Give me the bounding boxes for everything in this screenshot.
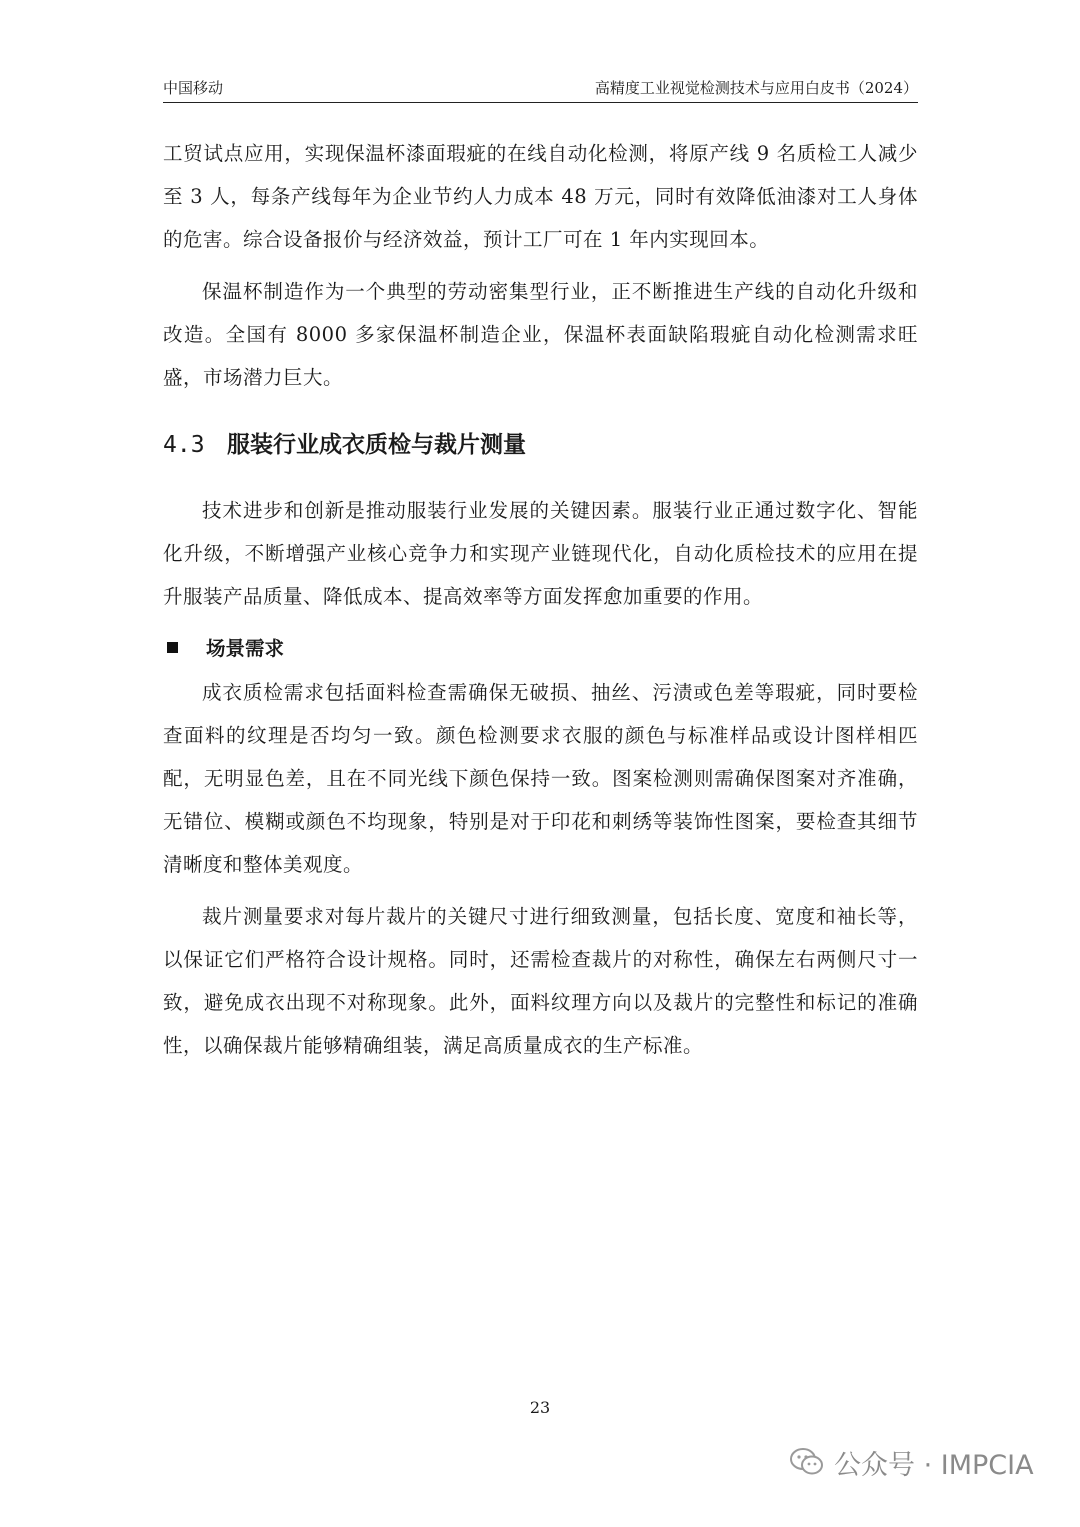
paragraph: 成衣质检需求包括面料检查需确保无破损、抽丝、污渍或色差等瑕疵，同时要检查面料的纹理是否均匀一致。颜色检测要求衣服的颜色与标准样品或设计图样相匹配，无明显色差，且在不同光线下颜色保持一致。图案检测则需确保图案对齐准确，无错位、模糊或颜色不均现象，特别是对于印花和刺绣等装饰性图案，要检查其细节清晰度和整体美观度。 (163, 681, 918, 876)
page-number: 23 (529, 1398, 551, 1417)
watermark-text: 公众号 · IMPCIA (834, 1449, 1034, 1481)
paragraph: 裁片测量要求对每片裁片的关键尺寸进行细致测量，包括长度、宽度和袖长等，以保证它们严格符合设计规格。同时，还需检查裁片的对称性，确保左右两侧尺寸一致，避免成衣出现不对称现象。此外，面料纹理方向以及裁片的完整性和标记的准确性，以确保裁片能够精确组装，满足高质量成衣的生产标准。 (163, 905, 918, 1057)
section-heading (163, 425, 918, 465)
section-title: 服装行业成衣质检与裁片测量 (227, 432, 526, 458)
wechat-icon (790, 1447, 824, 1477)
page-content (163, 132, 918, 1076)
subsection-heading (163, 627, 918, 667)
section-number: 4.3 (163, 432, 205, 458)
page-header (163, 78, 918, 103)
subsection-title: 场景需求 (206, 637, 285, 660)
header-document-title: 高精度工业视觉检测技术与应用白皮书（2024） (594, 79, 918, 97)
square-bullet-icon (167, 642, 178, 653)
header-organization: 中国移动 (163, 79, 224, 97)
watermark (790, 1437, 1034, 1487)
paragraph: 技术进步和创新是推动服装行业发展的关键因素。服装行业正通过数字化、智能化升级，不断增强产业核心竞争力和实现产业链现代化，自动化质检技术的应用在提升服装产品质量、降低成本、提高效率等方面发挥愈加重要的作用。 (163, 499, 918, 608)
paragraph: 保温杯制造作为一个典型的劳动密集型行业，正不断推进生产线的自动化升级和改造。全国有 8000 多家保温杯制造企业，保温杯表面缺陷瑕疵自动化检测需求旺盛，市场潜力巨大。 (163, 280, 918, 389)
paragraph: 工贸试点应用，实现保温杯漆面瑕疵的在线自动化检测，将原产线 9 名质检工人减少至 3 人，每条产线每年为企业节约人力成本 48 万元，同时有效降低油漆对工人身体的危害。综合设备报价与经济效益，预计工厂可在 1 年内实现回本。 (163, 142, 918, 251)
